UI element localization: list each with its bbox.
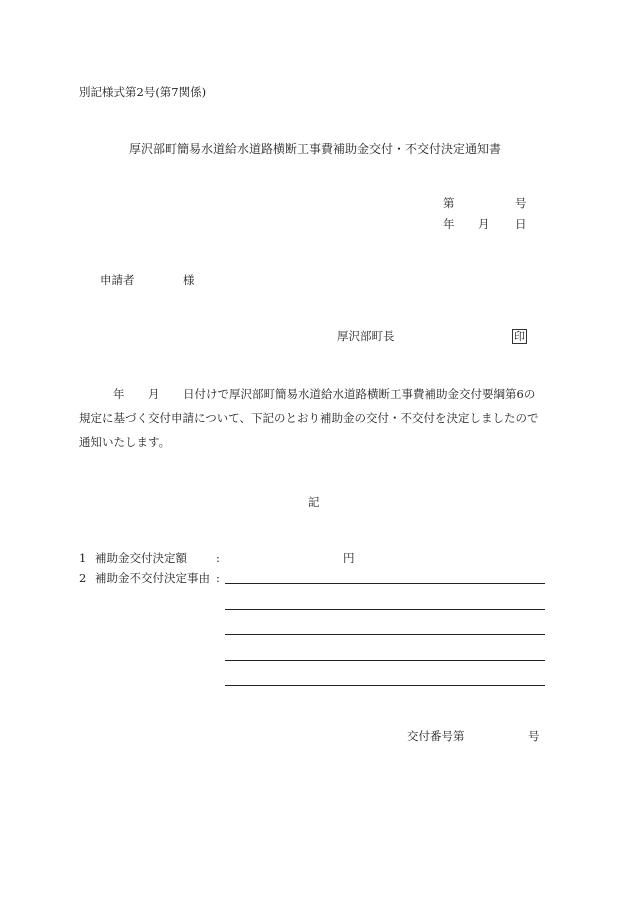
date-year: 年 (443, 217, 455, 231)
item-1-unit: 円 (343, 551, 355, 565)
seal-label: 印 (514, 330, 525, 343)
body-line-3: 通知いたします。 (79, 435, 171, 449)
document-title: 厚沢部町簡易水道給水道路横断工事費補助金交付・不交付決定通知書 (129, 142, 502, 156)
reason-line-4 (225, 660, 545, 661)
doc-number-dai: 第 (443, 196, 455, 210)
body-month: 月 (148, 387, 160, 401)
item-1-label: 補助金交付決定額 (95, 551, 187, 565)
item-1-number: 1 (79, 551, 87, 565)
body-year: 年 (113, 387, 125, 401)
reason-line-2 (225, 609, 545, 610)
item-2-label: 補助金不交付決定事由 (95, 571, 210, 585)
reason-line-1 (225, 583, 545, 584)
grant-number-suffix: 号 (528, 729, 540, 743)
form-reference: 別記様式第2号(第7関係) (79, 85, 207, 99)
doc-number-go: 号 (515, 196, 527, 210)
honorific-sama: 様 (183, 273, 195, 287)
date-month: 月 (478, 217, 490, 231)
seal-mark (512, 329, 527, 344)
item-2-number: 2 (79, 571, 87, 585)
item-1-colon: : (216, 551, 220, 565)
reason-line-3 (225, 634, 545, 635)
issuer-name: 厚沢部町長 (337, 329, 395, 343)
date-day: 日 (515, 217, 527, 231)
applicant-label: 申請者 (100, 273, 135, 287)
body-line-1: 日付けで厚沢部町簡易水道給水道路横断工事費補助金交付要綱第6の (183, 387, 536, 401)
body-line-2: 規定に基づく交付申請について、下記のとおり補助金の交付・不交付を決定しましたので (79, 411, 539, 425)
grant-number-prefix: 交付番号第 (407, 729, 465, 743)
reason-line-5 (225, 685, 545, 686)
item-2-colon: : (216, 571, 220, 585)
ki-heading: 記 (308, 495, 320, 509)
